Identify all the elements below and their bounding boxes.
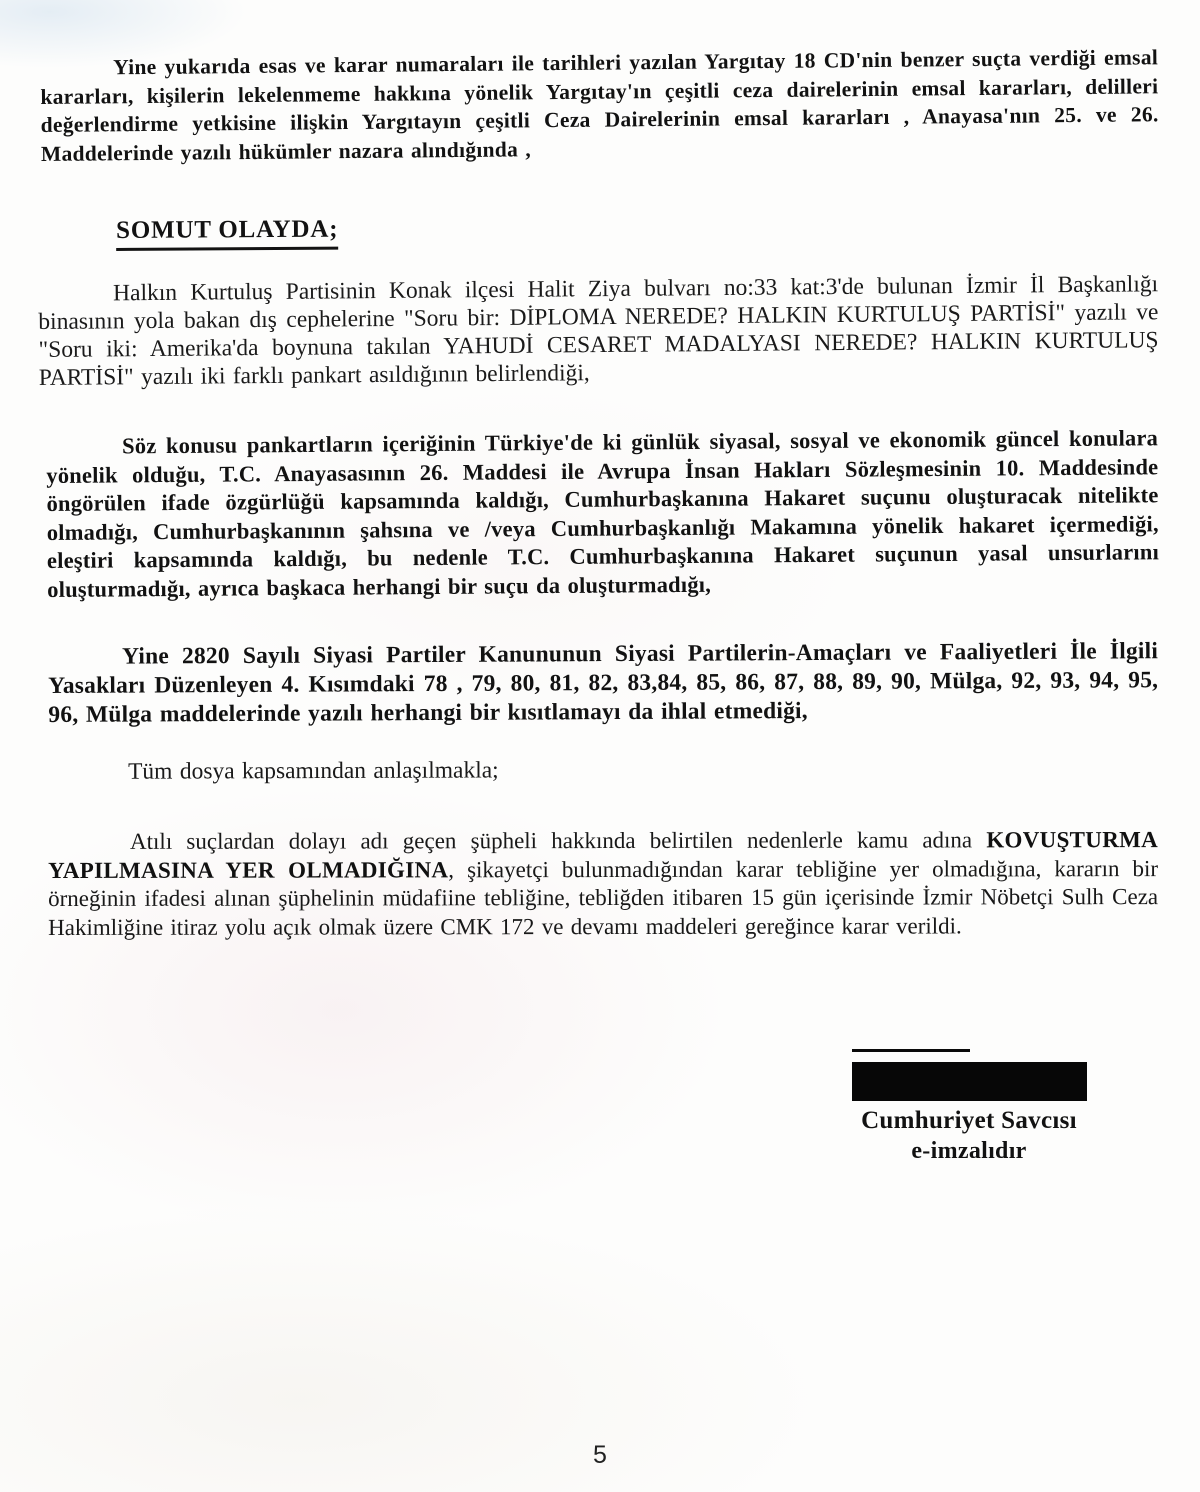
paragraph-legal-assessment: Söz konusu pankartların içeriğinin Türkiye'de ki günlük siyasal, sosyal ve ekonomik güncel konulara yönelik olduğu, T.C. Anayasasının 26. Maddesi ile Avrupa İnsan Hakları Sözleşmesinin 10. Maddesinde öngörülen ifade özgürlüğü kapsamında kaldığı, Cumhurbaşkanına Hakaret suçunu oluşturacak nitelikte olmadığı, Cumhurbaşkanının şahsına ve /veya Cumhurbaşkanlığı Makamına yönelik hakaret içermediği, eleştiri kapsamında kaldığı, bu nedenle T.C. Cumhurbaşkanına Hakaret suçunun yasal unsurlarını oluşturmadığı, ayrıca başkaca herhangi bir suçu da oluşturmadığı, [46,425,1160,602]
decision-text-after: , şikayetçi bulunmadığından karar tebliğine yer olmadığına, kararın bir örneğinin ifadesi alınan şüphelinin müdafiine tebliğine, tebliğden itibaren 15 gün içerisinde İzmir Nöbetçi Sulh Ceza Hakimliğine itiraz yolu açık olmak üzere CMK 172 ve devamı maddeleri gereğince karar verildi. [48,855,1159,940]
signature-title: Cumhuriyet Savcısı [861,1107,1077,1134]
decision-emphasis: KOVUŞTURMA YAPILMASINA YER OLMADIĞINA [48,827,1159,883]
page-number: 5 [593,1441,607,1469]
signature-esign-note: e-imzalıdır [911,1138,1027,1164]
paragraph-banner-facts: Halkın Kurtuluş Partisinin Konak ilçesi Halit Ziya bulvarı no:33 kat:3'de bulunan İzmir İl Başkanlığı binasının yola bakan dış cephelerine "Soru bir: DİPLOMA NEREDE? HALKIN KURTULUŞ PARTİSİ" yazılı ve "Soru iki: Amerika'da boynuna takılan YAHUDİ CESARET MADALYASI NEREDE? HALKIN KURTULUŞ PARTİSİ" yazılı iki farklı pankart asıldığının belirlendiği, [38,271,1159,391]
signature-block [842,1062,1096,1166]
paragraph-decision [48,826,1158,942]
redaction-box [852,1062,1087,1101]
line-case-file-conclusion: Tüm dosya kapsamından anlaşılmakla; [128,757,499,785]
redaction-artifact [852,1049,970,1052]
paragraph-precedents: Yine yukarıda esas ve karar numaraları ile tarihleri yazılan Yargıtay 18 CD'nin benzer suçta verdiği emsal kararları, kişilerin lekelenmeme hakkına yönelik Yargıtay'ın çeşitli ceza dairelerinin emsal kararları, delilleri değerlendirme yetkisine ilişkin Yargıtayın çeşitli Ceza Dairelerinin emsal kararları , Anayasa'nın 25. ve 26. Maddelerinde yazılı hükümler nazara alındığında , [40,45,1159,166]
paragraph-political-parties-law: Yine 2820 Sayılı Siyasi Partiler Kanununun Siyasi Partilerin-Amaçları ve Faaliyetleri İle İlgili Yasakları Düzenleyen 4. Kısımdaki 78 , 79, 80, 81, 82, 83,84, 85, 86, 87, 88, 89, 90, Mülga, 92, 93, 94, 95, 96, Mülga maddelerinde yazılı herhangi bir kısıtlamayı da ihlal etmediği, [48,638,1159,728]
decision-text-before: Atılı suçlardan dolayı adı geçen şüpheli hakkında belirtilen nedenlerle kamu adına [130,827,987,854]
section-heading-somut-olayda: SOMUT OLAYDA; [116,216,338,251]
